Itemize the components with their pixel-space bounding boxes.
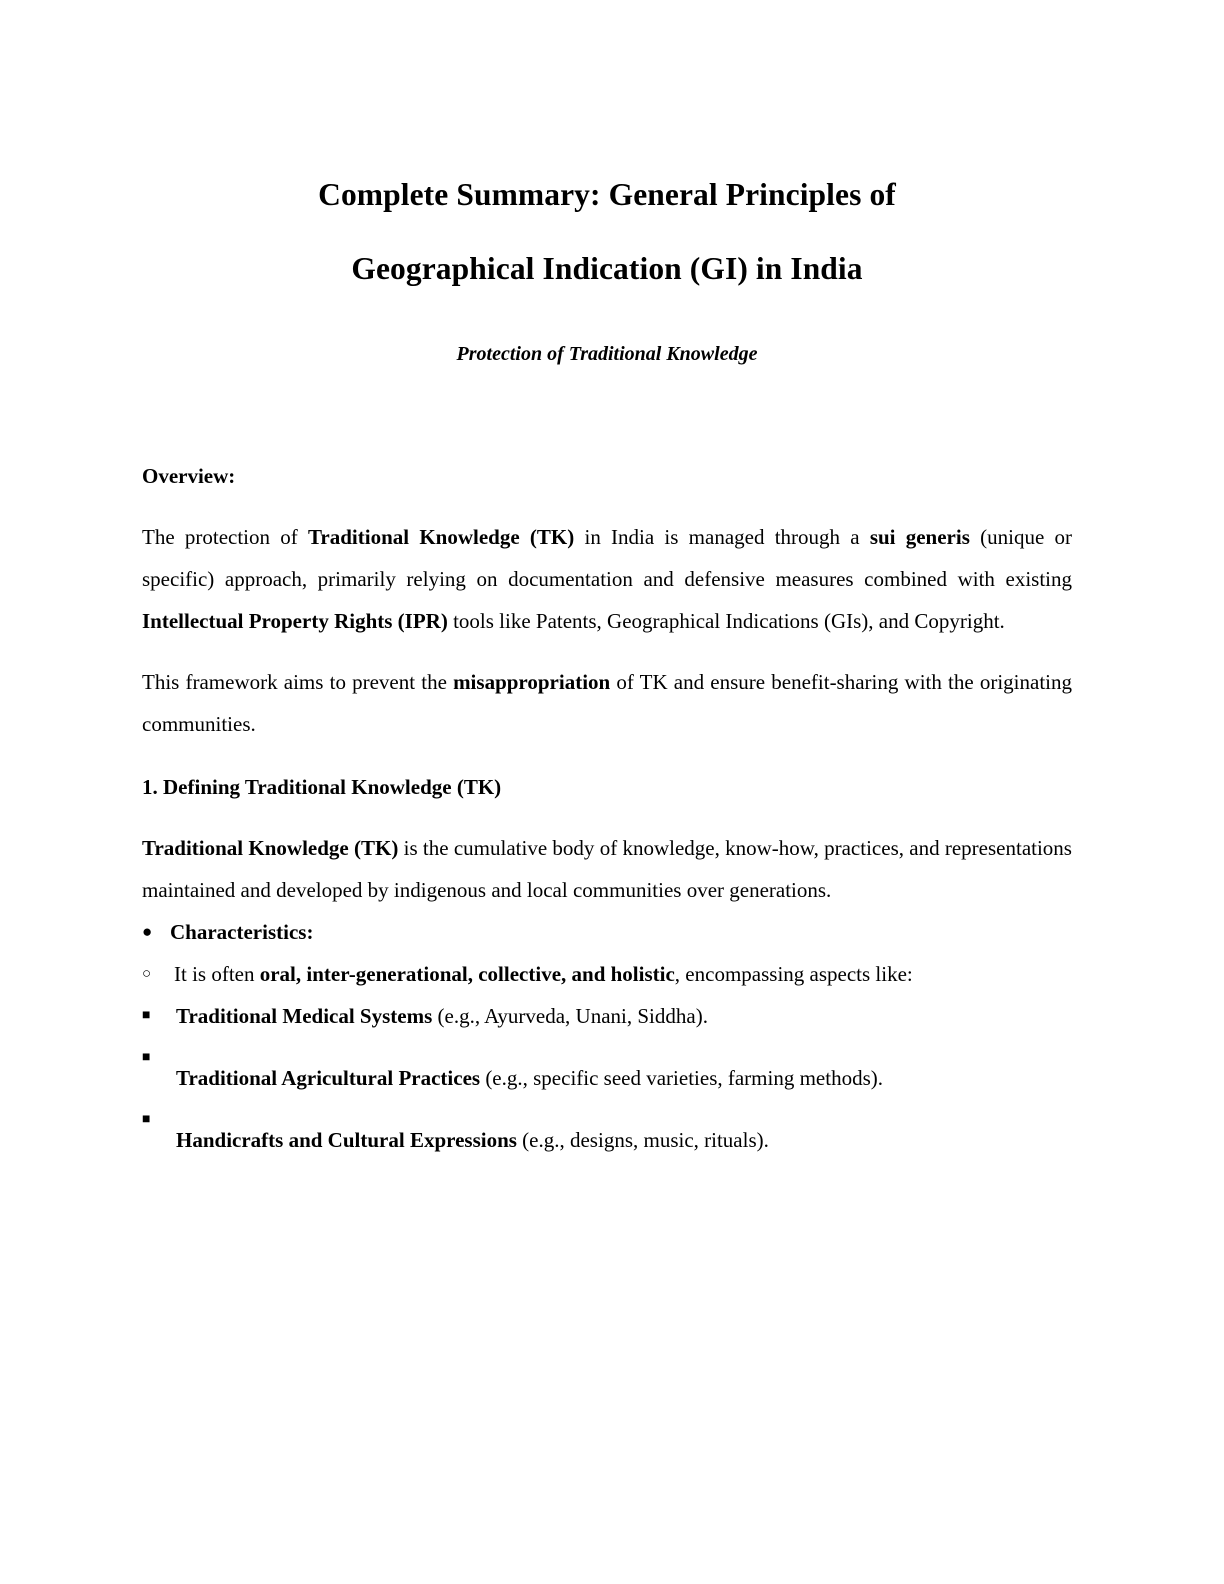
section-1-definition-text: is the cumulative body of knowledge, know-how, practices, and representations maintained and developed by indigenous and local communities over generations. <box>142 836 1072 902</box>
list-item-example <box>142 995 1072 1037</box>
characteristic-detail-text <box>142 953 1072 995</box>
characteristics-list <box>142 911 1072 1161</box>
circle-bullet-icon: ○ <box>142 966 152 982</box>
overview-heading: Overview: <box>142 464 236 488</box>
example-rest: (e.g., Ayurveda, Unani, Siddha). <box>432 1004 708 1028</box>
characteristics-sublist <box>142 953 1072 1161</box>
page-title-line-1: Complete Summary: General Principles of <box>318 177 896 212</box>
overview-paragraph-1 <box>142 497 1072 642</box>
example-bold: Handicrafts and Cultural Expressions <box>176 1128 517 1152</box>
examples-list <box>142 995 1072 1161</box>
overview-p1-bold-2: sui generis <box>869 525 970 549</box>
section-1-definition-bold: Traditional Knowledge (TK) <box>142 836 399 860</box>
example-rest: (e.g., designs, music, rituals). <box>516 1128 769 1152</box>
characteristic-detail-part-2: , encompassing aspects like: <box>674 962 913 986</box>
overview-p1-bold-3: Intellectual Property Rights (IPR) <box>142 609 448 633</box>
example-bold: Traditional Agricultural Practices <box>176 1066 481 1090</box>
overview-p2-bold-1: misappropriation <box>453 670 611 694</box>
characteristic-detail-part-1: It is often <box>174 962 260 986</box>
page-title <box>142 0 1072 306</box>
square-bullet-icon: ■ <box>142 1112 151 1127</box>
overview-p1-text-3: (unique or specific) approach, primarily relying on documentation and defensive measures combined with existing <box>142 525 1072 591</box>
characteristic-detail-bold: oral, inter-generational, collective, and holistic <box>259 962 675 986</box>
overview-paragraph-2 <box>142 642 1072 745</box>
section-1-heading: 1. Defining Traditional Knowledge (TK) <box>142 775 502 799</box>
list-item-example <box>142 1037 1072 1099</box>
document-content <box>142 0 1072 1161</box>
overview-p2-text-2: of TK and ensure benefit-sharing with the originating communities. <box>142 670 1073 736</box>
section-1-definition <box>142 808 1072 911</box>
list-item-characteristic-detail <box>142 953 1072 1161</box>
overview-p1-text-2: in India is managed through a <box>574 525 870 549</box>
example-text <box>142 1119 1072 1161</box>
overview-p1-text-4: tools like Patents, Geographical Indications (GIs), and Copyright. <box>447 609 1005 633</box>
example-bold: Traditional Medical Systems <box>176 1004 433 1028</box>
example-text <box>142 995 1072 1037</box>
list-item-example <box>142 1099 1072 1161</box>
square-bullet-icon: ■ <box>142 1008 151 1023</box>
example-text <box>142 1057 1072 1099</box>
overview-p1-bold-1: Traditional Knowledge (TK) <box>307 525 575 549</box>
characteristics-label <box>142 911 1072 953</box>
example-rest: (e.g., specific seed varieties, farming methods). <box>480 1066 883 1090</box>
list-item-characteristics <box>142 911 1072 1161</box>
square-bullet-icon: ■ <box>142 1050 151 1065</box>
characteristics-label-bold: Characteristics: <box>170 920 314 944</box>
overview-p1-text-1: The protection of <box>142 525 308 549</box>
disc-bullet-icon: ● <box>142 922 153 941</box>
page-subtitle: Protection of Traditional Knowledge <box>456 343 758 365</box>
page-title-line-2: Geographical Indication (GI) in India <box>351 251 863 286</box>
overview-p2-text-1: This framework aims to prevent the <box>142 670 454 694</box>
